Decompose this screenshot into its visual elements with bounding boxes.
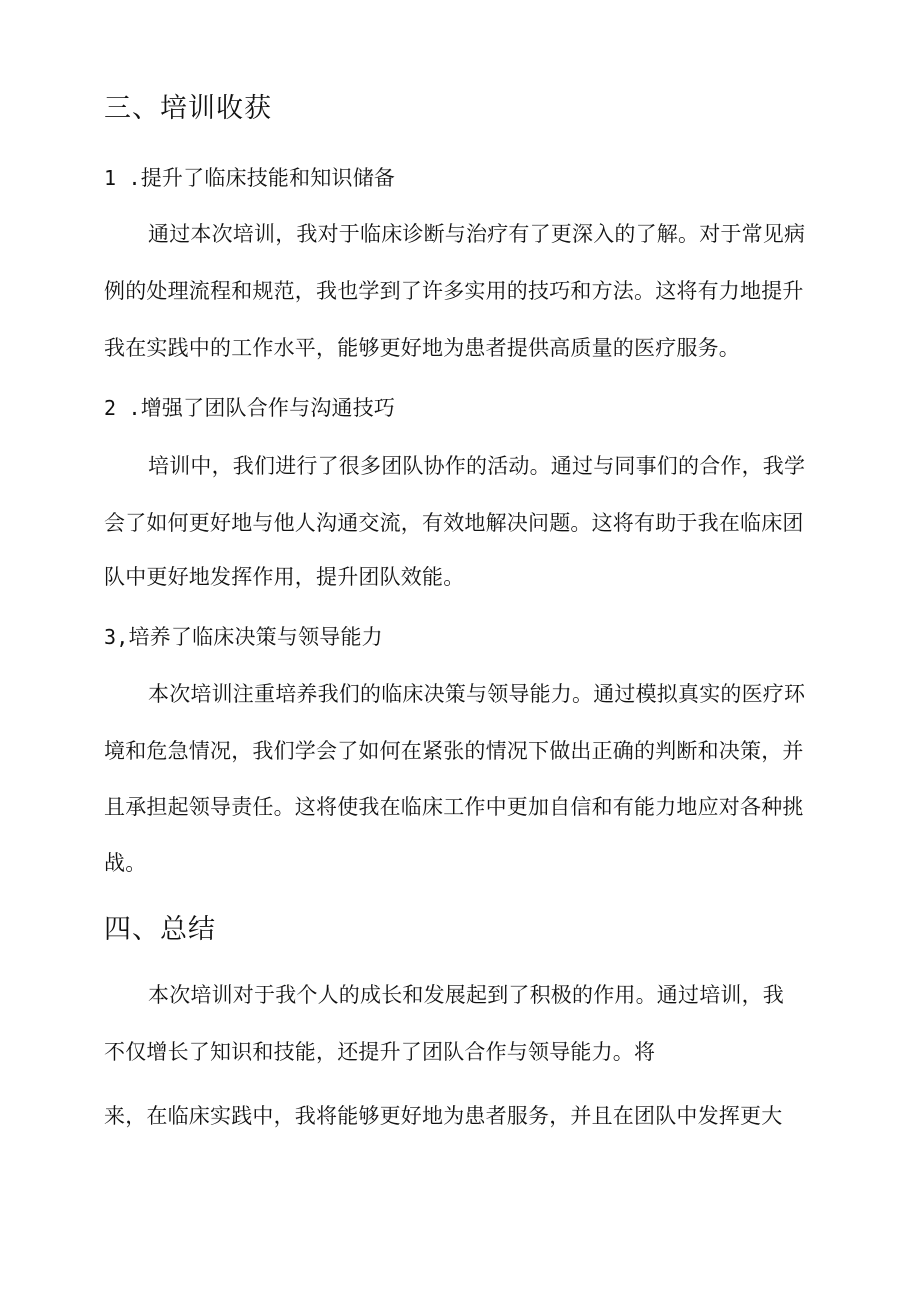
subsection-number: 2 .: [104, 396, 141, 420]
subsection-title: 增强了团队合作与沟通技巧: [140, 396, 396, 420]
section-heading: 四、总结: [104, 914, 216, 945]
paragraph-line: 本次培训对于我个人的成长和发展起到了积极的作用。通过培训，我: [148, 983, 784, 1007]
subsection-number: 1 .: [104, 166, 141, 190]
paragraph-line: 境和危急情况，我们学会了如何在紧张的情况下做出正确的判断和决策，并: [104, 739, 804, 763]
paragraph-line: 来，在临床实践中，我将能够更好地为患者服务，并且在团队中发挥更大: [104, 1104, 783, 1128]
subsection-number: 3,: [104, 625, 129, 649]
paragraph-line: 会了如何更好地与他人沟通交流，有效地解决问题。这将有助于我在临床团: [104, 511, 804, 535]
paragraph-line: 培训中，我们进行了很多团队协作的活动。通过与同事们的合作，我学: [148, 454, 806, 478]
subsection-heading: [104, 163, 395, 193]
subsection-heading: [104, 393, 395, 423]
section-heading: 三、培训收获: [104, 93, 272, 124]
paragraph-line: 战。: [104, 851, 147, 875]
paragraph-line: 通过本次培训，我对于临床诊断与治疗有了更深入的了解。对于常见病: [148, 222, 806, 246]
paragraph-line: 不仅增长了知识和技能，还提升了团队合作与领导能力。将: [104, 1040, 656, 1064]
subsection-heading: [104, 622, 383, 652]
paragraph-line: 例的处理流程和规范，我也学到了许多实用的技巧和方法。这将有力地提升: [104, 279, 804, 303]
subsection-title: 培养了临床决策与领导能力: [128, 625, 383, 649]
paragraph-line: 本次培训注重培养我们的临床决策与领导能力。通过模拟真实的医疗环: [148, 682, 806, 706]
paragraph-line: 队中更好地发挥作用，提升团队效能。: [104, 565, 465, 589]
paragraph-line: 我在实践中的工作水平，能够更好地为患者提供高质量的医疗服务。: [104, 336, 740, 360]
subsection-title: 提升了临床技能和知识储备: [140, 166, 396, 190]
paragraph-line: 且承担起领导责任。这将使我在临床工作中更加自信和有能力地应对各种挑: [104, 795, 804, 819]
